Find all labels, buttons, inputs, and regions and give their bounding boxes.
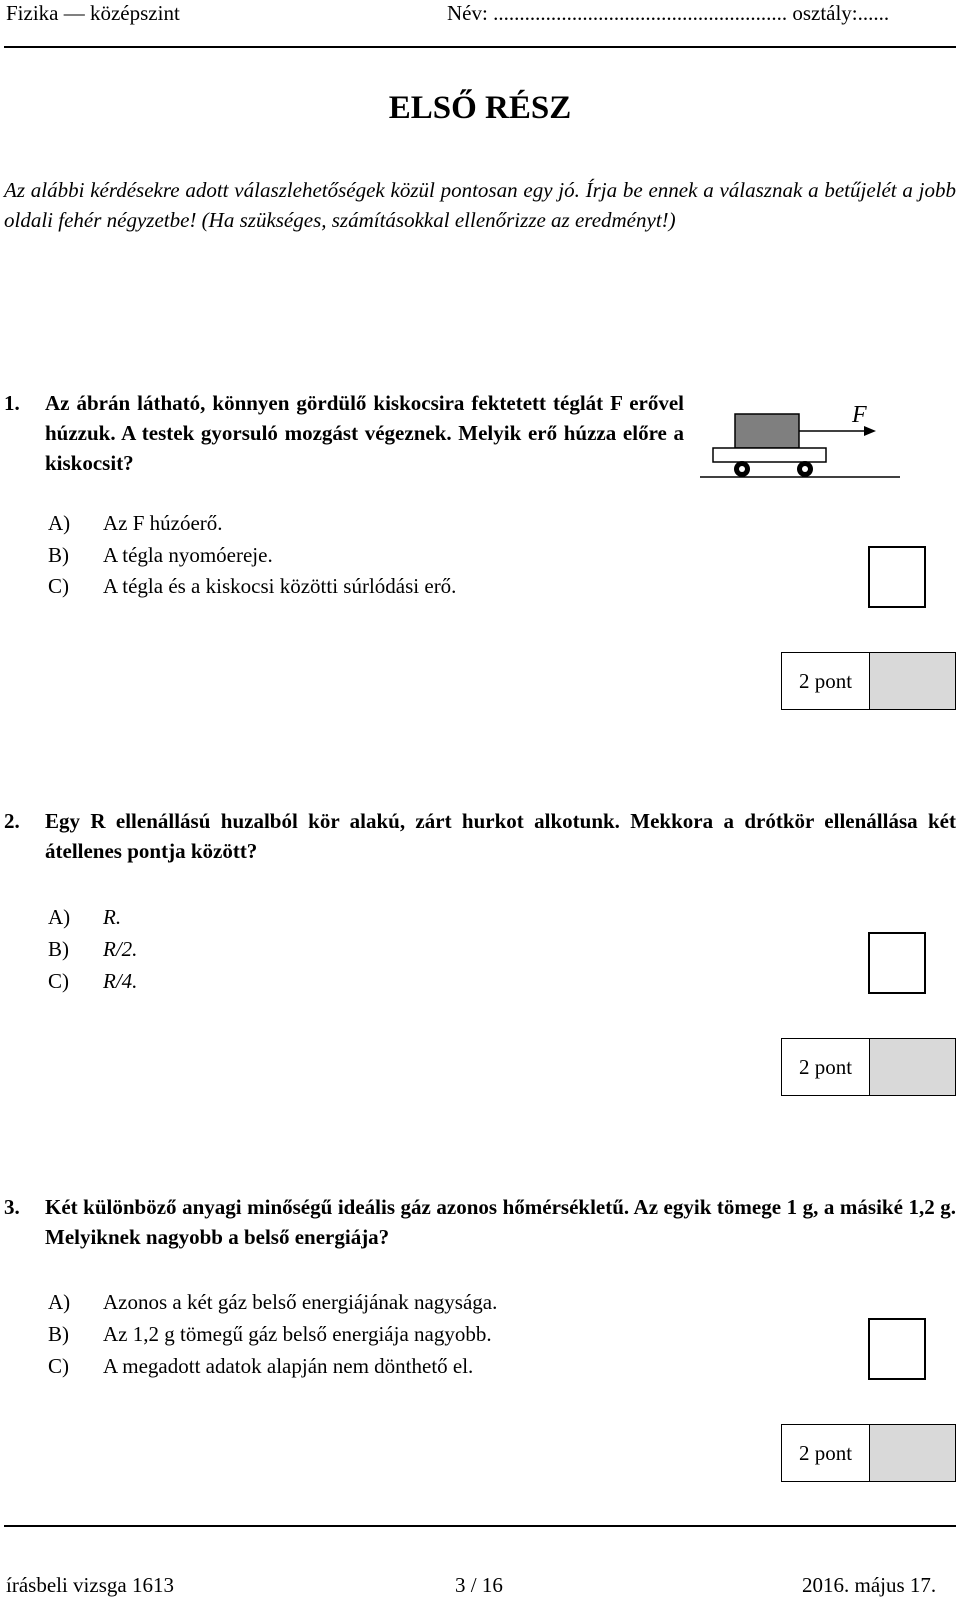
option-b — [48, 540, 273, 570]
answer-box-3[interactable] — [868, 1318, 926, 1380]
option-letter: B) — [48, 1322, 69, 1346]
score-label: 2 pont — [782, 1425, 870, 1481]
option-text: A tégla nyomóereje. — [103, 543, 273, 567]
question-2 — [4, 806, 956, 866]
question-number: 2. — [4, 809, 20, 833]
brick-shape — [735, 414, 799, 448]
footer-rule — [4, 1525, 956, 1527]
question-text: Az ábrán látható, könnyen gördülő kiskocsira fektetett téglát F erővel húzzuk. A testek gyorsuló mozgást végeznek. Melyik erő húzza előre a kiskocsit? — [45, 391, 684, 475]
score-fill — [870, 1425, 955, 1481]
cart-body — [713, 448, 826, 462]
question-number: 1. — [4, 391, 20, 415]
force-label: F — [852, 402, 867, 428]
option-text: Az 1,2 g tömegű gáz belső energiája nagyobb. — [103, 1322, 492, 1346]
option-text: Azonos a két gáz belső energiájának nagysága. — [103, 1290, 498, 1314]
score-label: 2 pont — [782, 653, 870, 709]
option-letter: C) — [48, 1354, 69, 1378]
score-fill — [870, 1039, 955, 1095]
option-a — [48, 902, 121, 932]
score-box-3 — [781, 1424, 956, 1482]
option-a — [48, 508, 223, 538]
option-text: R/4. — [103, 969, 138, 993]
score-fill — [870, 653, 955, 709]
score-box-2 — [781, 1038, 956, 1096]
option-a — [48, 1287, 497, 1317]
option-b — [48, 934, 137, 964]
footer-date: 2016. május 17. — [802, 1573, 937, 1597]
question-text: Két különböző anyagi minőségű ideális gáz azonos hőmérsékletű. Az egyik tömege 1 g, a másiké 1,2 g. Melyiknek nagyobb a belső energiája? — [45, 1195, 956, 1249]
answer-box-1[interactable] — [868, 546, 926, 608]
option-b — [48, 1319, 492, 1349]
option-text: Az F húzóerő. — [103, 511, 223, 535]
option-letter: A) — [48, 1290, 71, 1314]
option-text: A megadott adatok alapján nem dönthető el. — [103, 1354, 474, 1378]
score-box-1 — [781, 652, 956, 710]
option-letter: B) — [48, 937, 69, 961]
option-c — [48, 571, 456, 601]
option-letter: A) — [48, 511, 71, 535]
footer-exam: írásbeli vizsga 1613 — [6, 1573, 174, 1597]
score-label: 2 pont — [782, 1039, 870, 1095]
question-number: 3. — [4, 1195, 20, 1219]
option-letter: A) — [48, 905, 71, 929]
option-text: A tégla és a kiskocsi közötti súrlódási erő. — [103, 574, 457, 598]
footer-page: 3 / 16 — [455, 1573, 503, 1597]
instructions: Az alábbi kérdésekre adott válaszlehetőségek közül pontosan egy jó. Írja be ennek a válasznak a betűjelét a jobb oldali fehér négyzetbe! (Ha szükséges, számításokkal ellenőrizze az eredményt!) — [4, 178, 956, 232]
option-text: R. — [103, 905, 122, 929]
cart-figure — [700, 408, 900, 488]
option-c — [48, 1351, 473, 1381]
answer-box-2[interactable] — [868, 932, 926, 994]
question-3 — [4, 1192, 956, 1252]
option-letter: B) — [48, 543, 69, 567]
question-text: Egy R ellenállású huzalból kör alakú, zárt hurkot alkotunk. Mekkora a drótkör ellenállása két átellenes pontja között? — [45, 809, 956, 863]
option-c — [48, 966, 137, 996]
option-letter: C) — [48, 969, 69, 993]
option-letter: C) — [48, 574, 69, 598]
option-text: R/2. — [103, 937, 138, 961]
header-name-field: Név: ........................................................ osztály:...... — [447, 1, 890, 25]
header-rule — [4, 46, 956, 48]
question-1 — [4, 388, 684, 478]
section-title: ELSŐ RÉSZ — [388, 90, 572, 126]
header-subject: Fizika — középszint — [6, 1, 180, 25]
